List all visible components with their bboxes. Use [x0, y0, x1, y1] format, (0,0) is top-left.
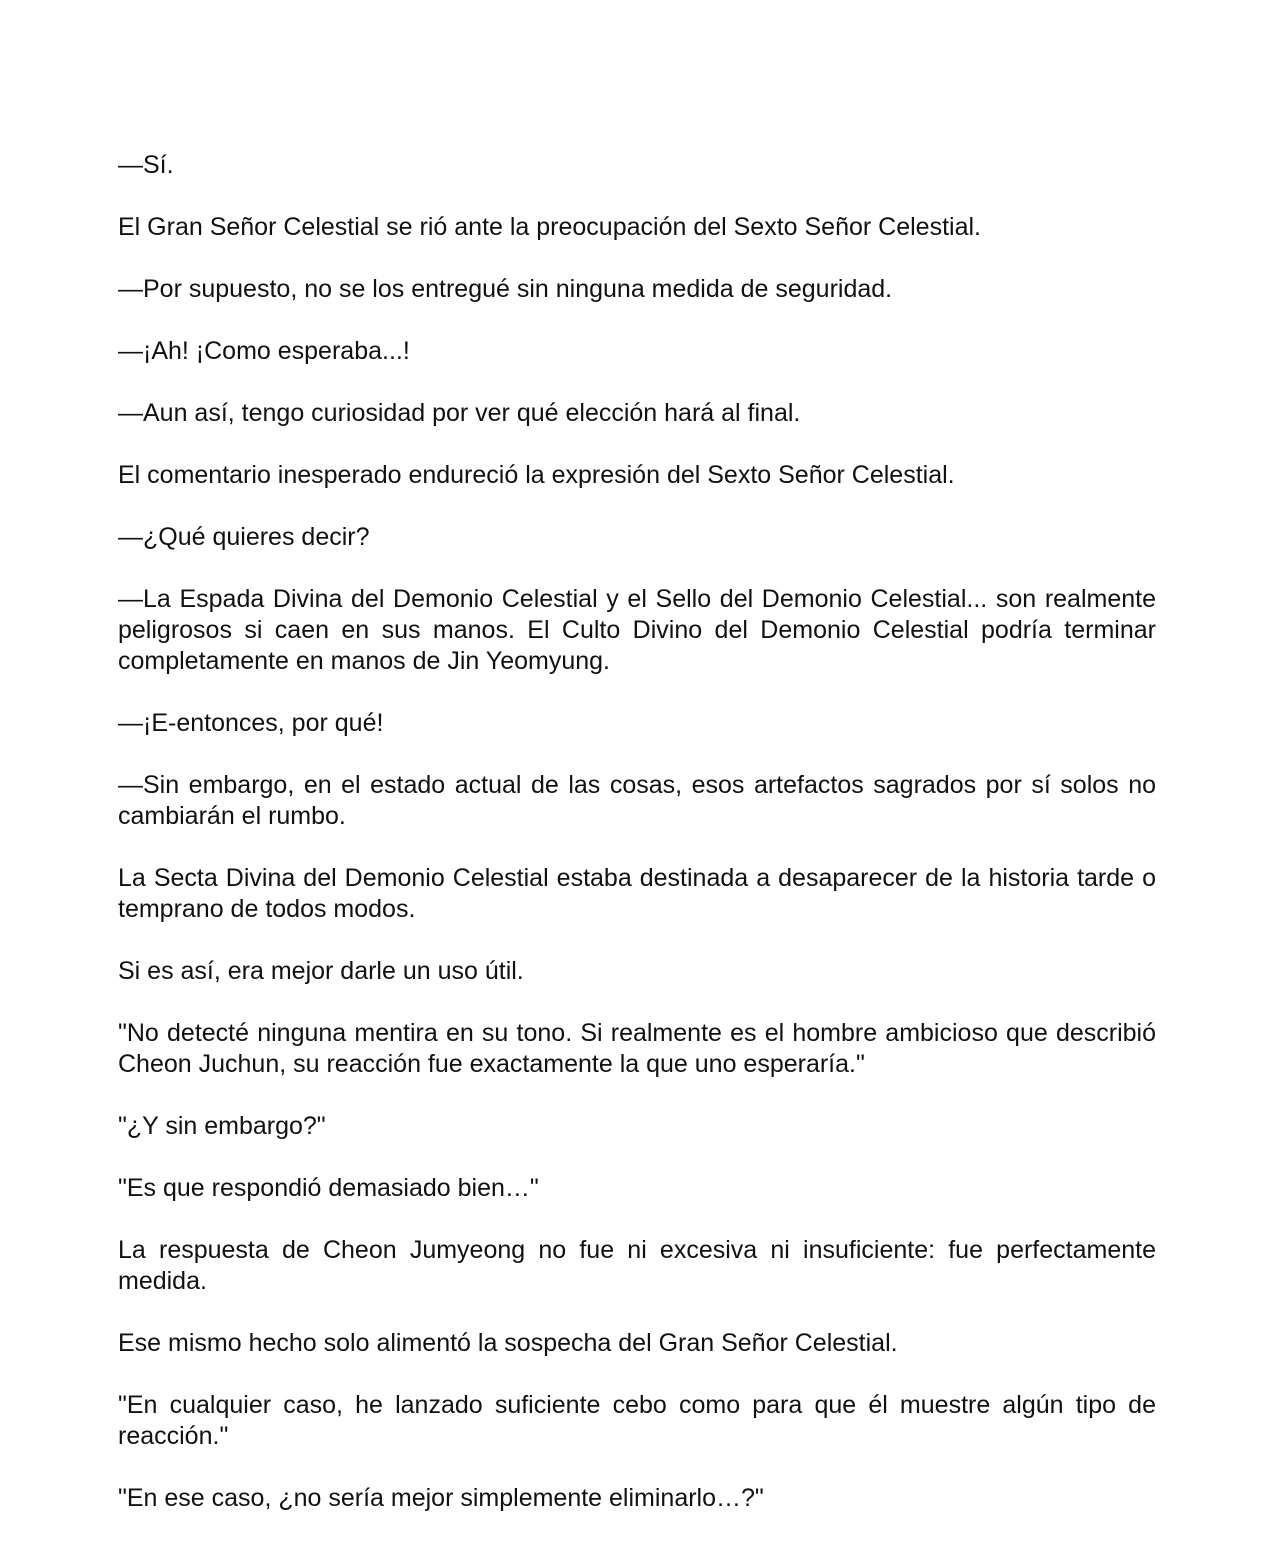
paragraph: —¡Ah! ¡Como esperaba...! — [118, 337, 410, 365]
paragraph: —Aun así, tengo curiosidad por ver qué elección hará al final. — [118, 399, 801, 427]
paragraph: —¿Qué quieres decir? — [118, 523, 370, 551]
paragraph: —Por supuesto, no se los entregué sin ninguna medida de seguridad. — [118, 275, 893, 303]
document-page — [118, 150, 1156, 1545]
paragraph: "Es que respondió demasiado bien…" — [118, 1174, 539, 1202]
paragraph: Si es así, era mejor darle un uso útil. — [118, 957, 524, 985]
paragraph: El comentario inesperado endureció la expresión del Sexto Señor Celestial. — [118, 461, 955, 489]
paragraph: "No detecté ninguna mentira en su tono. Si realmente es el hombre ambicioso que describió Cheon Juchun, su reacción fue exactamente la que uno esperaría." — [118, 1019, 1156, 1078]
paragraph: —¡E-entonces, por qué! — [118, 709, 384, 737]
paragraph: La respuesta de Cheon Jumyeong no fue ni excesiva ni insuficiente: fue perfectamente medida. — [118, 1236, 1156, 1295]
paragraph: "En cualquier caso, he lanzado suficiente cebo como para que él muestre algún tipo de reacción." — [118, 1391, 1156, 1450]
paragraph: Ese mismo hecho solo alimentó la sospecha del Gran Señor Celestial. — [118, 1329, 898, 1357]
paragraph: —Sin embargo, en el estado actual de las cosas, esos artefactos sagrados por sí solos no cambiarán el rumbo. — [118, 771, 1156, 830]
paragraph: —Sí. — [118, 151, 174, 179]
paragraph: "En ese caso, ¿no sería mejor simplemente eliminarlo…?" — [118, 1484, 764, 1512]
paragraph: "¿Y sin embargo?" — [118, 1112, 326, 1140]
paragraph: —La Espada Divina del Demonio Celestial y el Sello del Demonio Celestial... son realmente peligrosos si caen en sus manos. El Culto Divino del Demonio Celestial podría terminar completamente en manos de Jin Yeomyung. — [118, 585, 1156, 675]
paragraph: La Secta Divina del Demonio Celestial estaba destinada a desaparecer de la historia tarde o temprano de todos modos. — [118, 864, 1156, 923]
paragraph: El Gran Señor Celestial se rió ante la preocupación del Sexto Señor Celestial. — [118, 213, 981, 241]
